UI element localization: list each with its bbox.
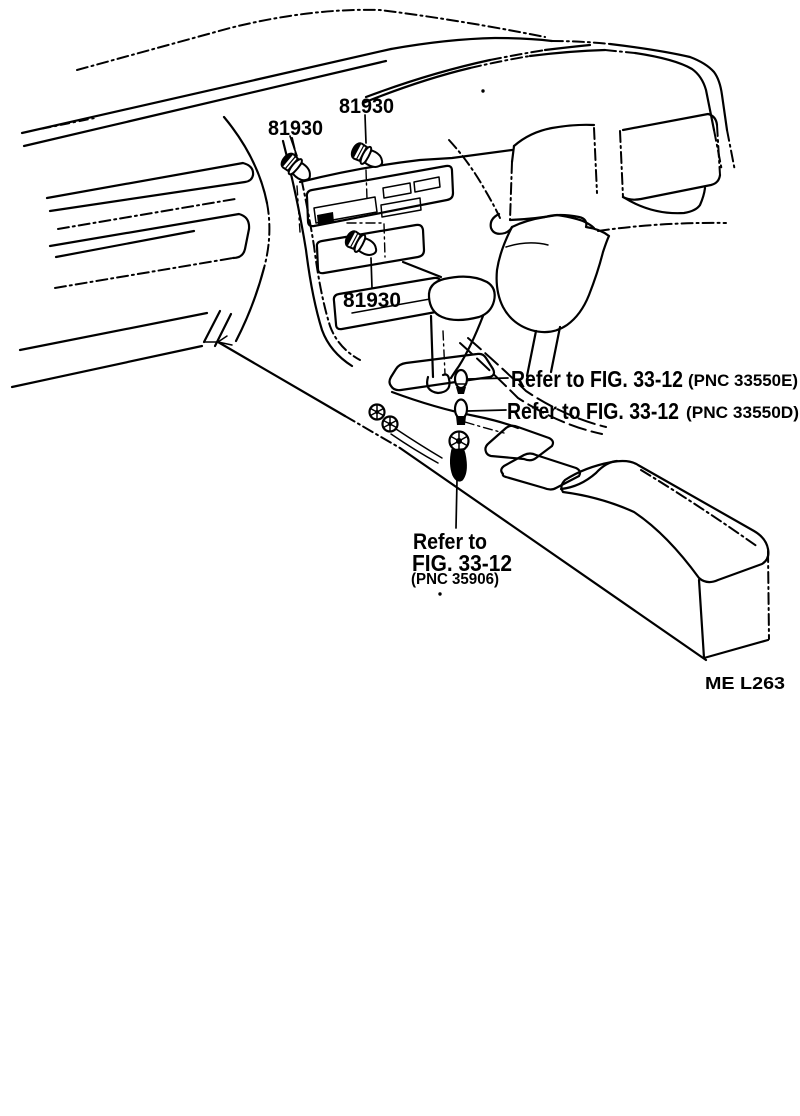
part-label-81930-1: 81930 xyxy=(268,117,323,140)
socket-wires xyxy=(391,429,442,463)
cluster-brow-curve-top xyxy=(224,117,267,203)
print-speck xyxy=(438,592,441,595)
cluster-hood-left-dashdot xyxy=(510,162,512,220)
dash-lower-edge-2 xyxy=(12,346,202,387)
armrest-bottom-edge xyxy=(704,640,768,658)
armrest-right-edge-dashdot xyxy=(768,551,769,639)
bulb-d-axis-line xyxy=(465,422,504,433)
column-shroud-crease xyxy=(506,243,548,247)
reference-note-35906-line2: FIG. 33-12 xyxy=(412,550,512,576)
shift-lever-knob xyxy=(429,277,495,320)
dash-brow-line-2 xyxy=(545,45,590,50)
cluster-hood-top xyxy=(514,125,594,146)
reference-note-e-text: Refer to FIG. 33-12 xyxy=(511,366,683,392)
dash-band-cap xyxy=(233,229,249,258)
dash-band-inner xyxy=(56,231,194,257)
windshield-cowl-line xyxy=(77,10,545,70)
leader-line-ref-d xyxy=(468,410,506,411)
socket-2-axis-line xyxy=(366,170,367,199)
reference-note-35906-line1: Refer to xyxy=(413,529,487,554)
leader-line-ref-35906 xyxy=(456,480,457,528)
stack-shelf-line xyxy=(300,150,512,182)
leader-line-81930-3 xyxy=(371,258,372,288)
radio-slot xyxy=(414,177,440,192)
print-speck xyxy=(481,89,484,92)
dash-sweep-inner-dash-2 xyxy=(605,50,635,53)
dash-contour-dashdot-1 xyxy=(58,199,235,229)
radio-slot xyxy=(383,183,411,198)
shift-boot-crease xyxy=(443,331,445,374)
dash-sweep-outer-corner xyxy=(610,44,727,130)
kick-panel-corner xyxy=(204,311,231,346)
glove-box-door xyxy=(598,114,726,231)
reference-note-e-pnc: (PNC 33550E) xyxy=(688,371,798,390)
twin-bulb-socket-icon xyxy=(370,405,443,464)
lamp-socket-with-bulb-icon xyxy=(450,432,469,481)
dash-trim-strip-top xyxy=(47,163,253,198)
cluster-brow-curve-mid xyxy=(264,203,269,268)
cluster-hood-left xyxy=(512,146,514,162)
dash-right-edge-outer xyxy=(727,130,735,171)
dash-top-edge-inner xyxy=(24,61,386,146)
shift-boot-left xyxy=(431,316,433,377)
console-silhouette-1 xyxy=(218,342,345,416)
instrument-cluster-hood xyxy=(491,125,623,234)
dash-sweep-outer xyxy=(391,38,552,49)
part-label-81930-2: 81930 xyxy=(339,95,394,118)
steering-column-shroud xyxy=(497,215,609,376)
reference-note-d-pnc: (PNC 33550D) xyxy=(686,403,799,422)
dash-band-top xyxy=(50,214,249,246)
console-boundary-behind-knob xyxy=(403,262,441,277)
reference-note-35906-pnc: (PNC 35906) xyxy=(411,571,499,588)
leader-line-81930-2 xyxy=(365,115,366,143)
cluster-brow-curve-bottom xyxy=(236,268,264,341)
dash-sweep-inner-corner xyxy=(635,53,714,130)
dash-sweep-outer-dash xyxy=(552,41,610,44)
cowl-tick-line xyxy=(42,118,96,129)
radio-slot xyxy=(381,198,421,217)
reference-note-d-text: Refer to FIG. 33-12 xyxy=(507,398,679,424)
ignition-switch-bump xyxy=(491,214,512,234)
shift-lever-assembly xyxy=(390,262,495,393)
armrest-front-edge xyxy=(699,580,704,658)
armrest-box xyxy=(561,461,769,658)
dash-lower-right-edge xyxy=(598,223,726,231)
bulb-tip xyxy=(451,449,466,481)
part-label-81930-3: 81930 xyxy=(343,289,401,312)
dash-contour-dashdot-2 xyxy=(55,258,233,288)
dashboard-right-section xyxy=(363,38,735,171)
dash-lower-edge-1 xyxy=(20,313,207,350)
column-shroud-outline xyxy=(497,215,609,332)
leader-line-ref-e xyxy=(468,378,508,379)
diagram-code: ME L263 xyxy=(705,673,786,693)
bulb-icon-d xyxy=(455,400,467,426)
glove-door-top xyxy=(623,114,717,130)
bulb-icon-e xyxy=(455,370,467,394)
dash-top-edge-outer xyxy=(22,49,391,133)
armrest-top-crease-dashdot xyxy=(641,470,758,547)
armrest-top-face xyxy=(561,461,768,582)
dash-center-seam-lines xyxy=(594,128,623,197)
